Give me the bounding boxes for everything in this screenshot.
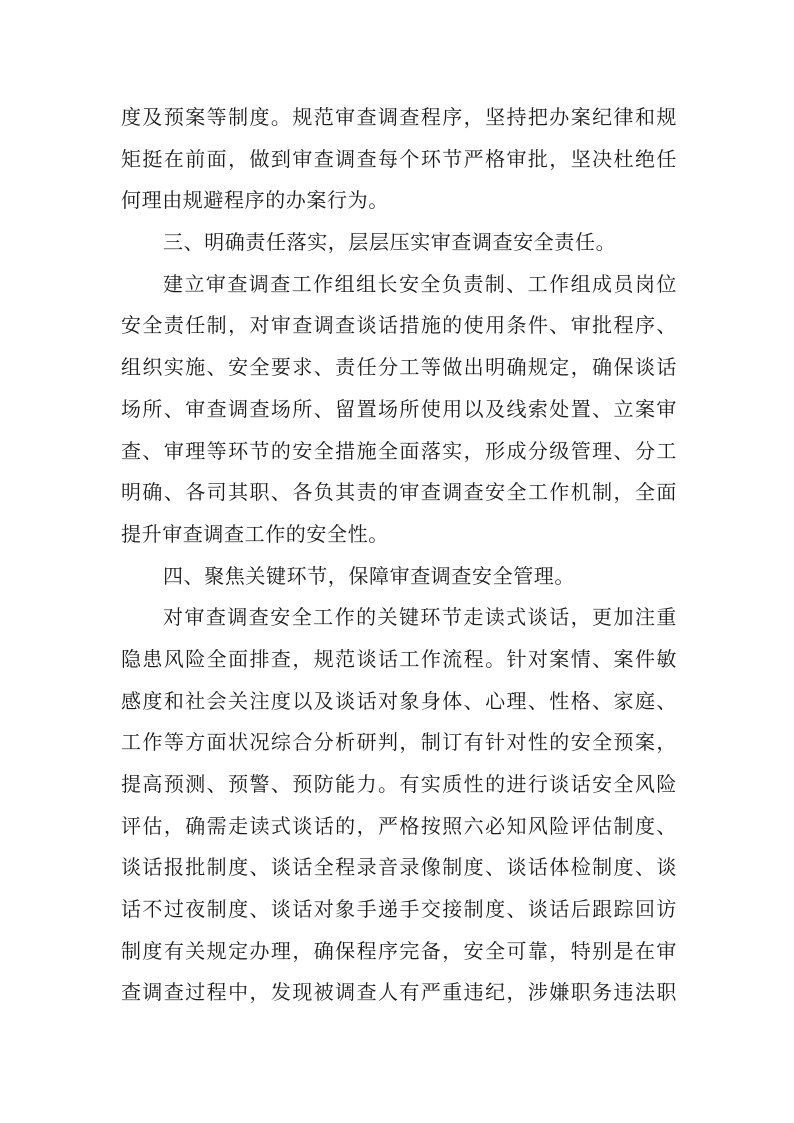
- text-line: 提高预测、预警、预防能力。有实质性的进行谈话安全风险: [121, 772, 677, 796]
- text-line: 话不过夜制度、谈话对象手递手交接制度、谈话后跟踪回访: [121, 897, 677, 922]
- section-heading: 三、明确责任落实，层层压实审查调查安全责任。: [163, 230, 617, 255]
- text-line: 查、审理等环节的安全措施全面落实，形成分级管理、分工: [121, 438, 677, 463]
- text-line: 隐患风险全面排查，规范谈话工作流程。针对案情、案件敏: [121, 646, 677, 671]
- text-line: 组织实施、安全要求、责任分工等做出明确规定，确保谈话: [121, 355, 677, 380]
- text-line: 建立审查调查工作组组长安全负责制、工作组成员岗位: [163, 271, 677, 296]
- text-line: 谈话报批制度、谈话全程录音录像制度、谈话体检制度、谈: [121, 855, 677, 880]
- text-line: 评估，确需走读式谈话的，严格按照六必知风险评估制度、: [121, 813, 677, 838]
- text-line: 工作等方面状况综合分析研判，制订有针对性的安全预案，: [121, 730, 677, 755]
- text-line: 查调查过程中，发现被调查人有严重违纪，涉嫌职务违法职: [121, 980, 677, 1005]
- text-line: 制度有关规定办理，确保程序完备，安全可靠，特别是在审: [121, 938, 677, 963]
- text-line: 何理由规避程序的办案行为。: [121, 188, 389, 213]
- text-line: 提升审查调查工作的安全性。: [121, 521, 389, 546]
- text-line: 场所、审查调查场所、留置场所使用以及线索处置、立案审: [121, 396, 677, 421]
- text-line: 度及预案等制度。规范审查调查程序，坚持把办案纪律和规: [121, 105, 677, 129]
- document-body: [121, 97, 677, 1014]
- text-line: 对审查调查安全工作的关键环节走读式谈话，更加注重: [163, 605, 677, 630]
- text-line: 安全责任制，对审查调查谈话措施的使用条件、审批程序、: [121, 313, 677, 338]
- text-line: 感度和社会关注度以及谈话对象身体、心理、性格、家庭、: [121, 688, 677, 713]
- section-heading: 四、聚焦关键环节，保障审查调查安全管理。: [163, 563, 575, 588]
- text-line: 明确、各司其职、各负其责的审查调查安全工作机制，全面: [121, 480, 677, 505]
- text-line: 矩挺在前面，做到审查调查每个环节严格审批，坚决杜绝任: [121, 146, 677, 171]
